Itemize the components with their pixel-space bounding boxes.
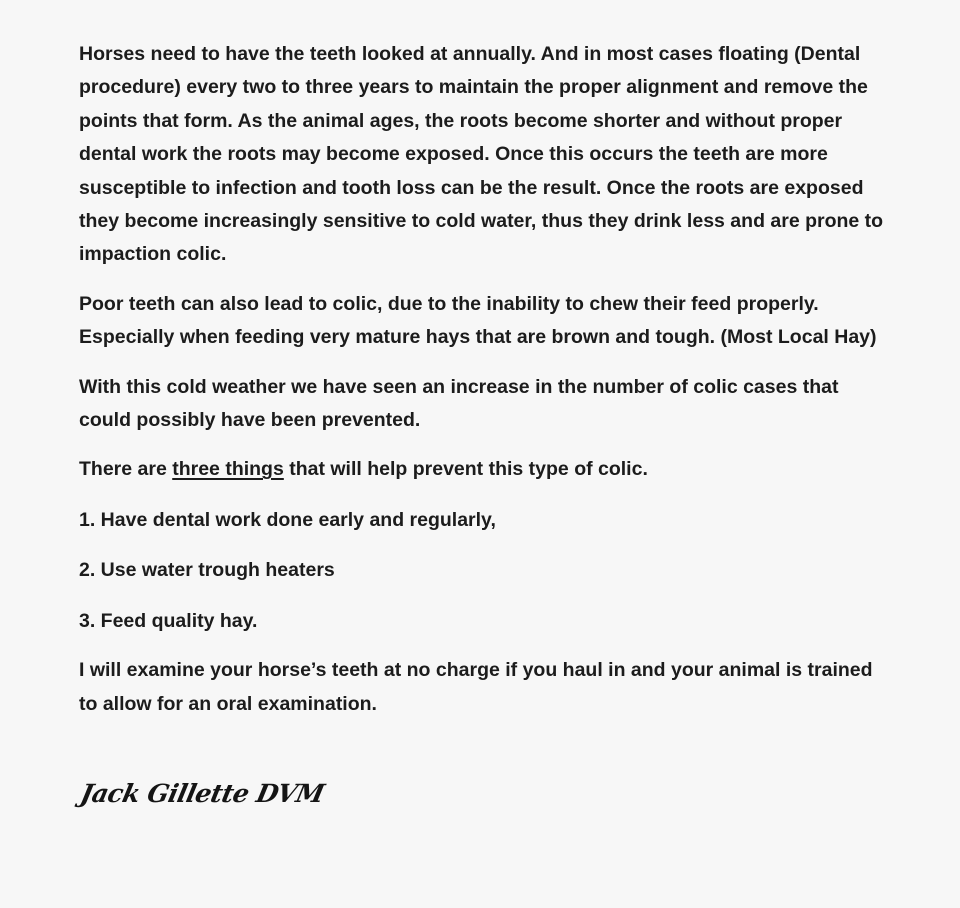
- three-things-underlined: three things: [172, 458, 284, 481]
- paragraph-dental-care: Horses need to have the teeth looked at annually. And in most cases floating (Dental procedure) every two to three years to maintain the proper alignment and remove the points that form. As the animal ages, the roots become shorter and without proper dental work the roots may become exposed. Once this occurs the teeth are more susceptible to infection and tooth loss can be the result. Once the roots are exposed they become increasingly sensitive to cold water, thus they drink less and are prone to impaction colic.: [79, 43, 884, 266]
- list-item-dental-work: 1. Have dental work done early and regularly,: [79, 508, 496, 531]
- three-things-rest: that will help prevent this type of colic.: [283, 458, 648, 481]
- three-things-intro: There are: [79, 458, 173, 481]
- paragraph-cold-weather: With this cold weather we have seen an increase in the number of colic cases that could possibly have been prevented.: [79, 375, 839, 432]
- letter-body: [79, 38, 889, 721]
- list-item-water-heaters: 2. Use water trough heaters: [79, 559, 335, 582]
- paragraph-three-things: [79, 453, 889, 486]
- paragraph-poor-teeth: Poor teeth can also lead to colic, due to the inability to chew their feed properly. Especially when feeding very mature hays that are brown and tough. (Most Local Hay): [79, 292, 877, 349]
- signature: Jack Gillette DVM: [78, 779, 327, 808]
- list-item-quality-hay: 3. Feed quality hay.: [79, 609, 258, 632]
- paragraph-free-exam: I will examine your horse’s teeth at no charge if you haul in and your animal is trained to allow for an oral examination.: [79, 659, 873, 715]
